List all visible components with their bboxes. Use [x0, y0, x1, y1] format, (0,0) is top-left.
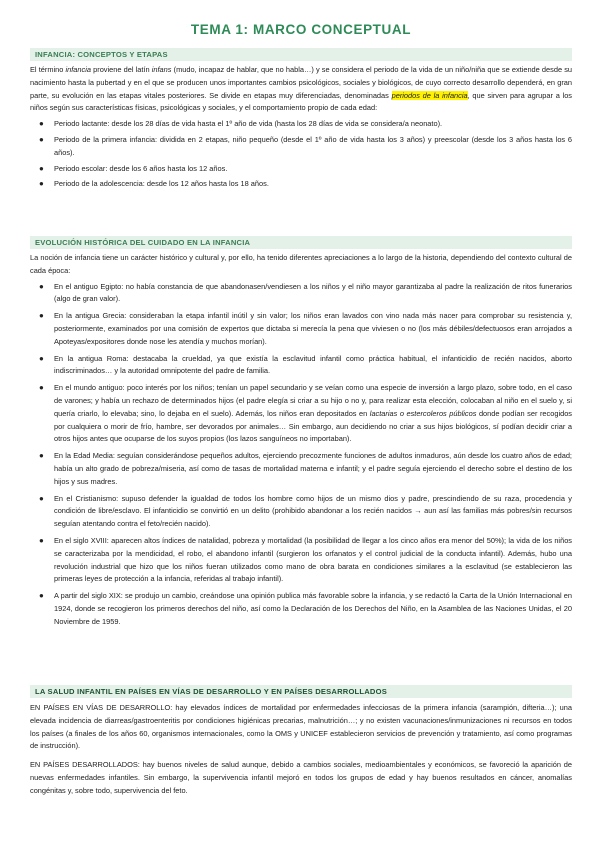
list-item: ● Periodo lactante: desde los 28 días de vida hasta el 1º año de vida (hasta los 28 días de vida se considera/a neonato).	[30, 118, 572, 131]
list-item: ● En el antiguo Egipto: no había constancia de que abandonasen/vendiesen a los niños y el niño mayor garantizaba al padre la realización de ritos funerarios (algo de gran valor).	[39, 281, 572, 304]
list-item: ● En el Cristianismo: supuso defender la igualdad de todos los hombre como hijos de un mismo dios y padre, prescindiendo de su raza, procedencia y condición de libre/esclavo. El infanticidio se convirtió en un delito (prohibido abandonar a los recién nacidos → aun así las familias más pobres/sin recursos seguían atentando contra el feto/recién nacido).	[39, 493, 572, 529]
list-item: ● En la Edad Media: seguían considerándose pequeños adultos, ejerciendo precozmente funciones de adultos inmaduros, aún desde los cuatro años de edad; había un alto grado de pobreza/miseria, así como de tasas de mortalidad materna e infantil; y el padre seguía ejerciendo el derecho sobre el destino de los hijos y sus madres.	[39, 451, 572, 486]
bullet-icon: ●	[39, 134, 44, 144]
page-title: TEMA 1: MARCO CONCEPTUAL	[190, 22, 412, 37]
intro-paragraph: La noción de infancia tiene un carácter histórico y cultural y, por ello, ha tenido diferentes apreciaciones a lo largo de la historia, dependiendo del contexto cultural de cada época:	[30, 253, 572, 275]
bullet-icon: ●	[39, 383, 44, 393]
document-page	[30, 0, 573, 795]
bullet-icon: ●	[39, 353, 44, 363]
bullet-icon: ●	[39, 179, 44, 189]
highlighted-term: periodos de la infancia	[391, 90, 468, 100]
list-item: ● En la antigua Grecia: consideraban la etapa infantil inútil y sin valor; los niños eran lavados con vino nada más nacer para comprobar su resistencia y, posteriormente, examinados por una comisión de expertos que dictaba si merecía la pena que viviesen o no (los más débiles/defectuosos eran arrojados a Apoteyas/expositores donde nose les atendía y muchos morían).	[39, 311, 572, 346]
bullet-icon: ●	[39, 119, 44, 129]
bullet-icon: ●	[39, 451, 44, 461]
section-evolucion	[30, 236, 572, 629]
list-item: ● En el siglo XVIII: aparecen altos índices de natalidad, pobreza y mortalidad (la posibilidad de llegar a los cinco años era menor del 50%); la vida de los niños se caracterizaba por la mendicidad, el robo, el abandono infantil (surgieron los orfanatos y el control judicial de la conducta infantil). Además, hubo una revolución industrial que hizo que los niños fueran utilizados como mano de obra barata en condiciones similares a la esclavitud (se establecieron las primeras leyes de protección a la infancia, referidas al trabajo infantil).	[39, 535, 572, 584]
list-item: ● Periodo de la primera infancia: dividida en 2 etapas, niño pequeño (desde el 1º año de vida hasta los 3 años) y preescolar (desde los 3 años hasta los 6 años).	[39, 134, 572, 157]
list-item: ● En el mundo antiguo: poco interés por los niños; tenían un papel secundario y se veían como una especie de inversión a largo plazo, sobre todo, en el caso de varones; y había un rechazo de determinados hijos (el padre elegía si criar a su hijo o no y, para realizar esta elección, colocaban al niño en el suelo y, si quería criarlo, lo elevaba; sino, lo dejaba en el suelo). Además, los niños eran depositados en lactarias o estercoleros públicos donde podían ser recogidos por cualquiera o morir de frío, hambre, ser devorados por animales… Sin embargo, aun decidiendo no criar a sus hijos biológicos, sí podían decidir criar a otros hijos antes que ocuparse de los suyos propios (los lazos sanguíneos no importaban).	[39, 383, 573, 444]
section-heading: LA SALUD INFANTIL EN PAÍSES EN VÍAS DE DESARROLLO Y EN PAÍSES DESARROLLADOS	[30, 685, 572, 698]
bullet-icon: ●	[39, 311, 44, 321]
bullet-icon: ●	[39, 535, 44, 545]
list-item: ● A partir del siglo XIX: se produjo un cambio, creándose una opinión publica más favorable sobre la infancia, y se redactó la Carta de la Unión Internacional en 1924, donde se recogieron los primeros derechos del niño, así como la Declaración de los Derechos del Niño, en la Asamblea de las Naciones Unidas, el 20 Noviembre de 1959.	[39, 591, 572, 626]
stages-list	[30, 118, 572, 191]
developed-countries-paragraph: EN PAÍSES DESARROLLADOS: hay buenos niveles de salud aunque, debido a cambios sociales, medioambientales y económicos, se favoreció la aparición de nuevas enfermedades infantiles. Sin embargo, la supervivencia infantil mejoró en todos los grupos de edad y hay buenos resultados en cáncer, anomalías congénitas y, sobre todo, supervivencia del feto.	[30, 760, 572, 795]
bullet-icon: ●	[39, 493, 44, 503]
bullet-icon: ●	[39, 163, 44, 173]
history-list	[30, 281, 572, 629]
list-item: ● Periodo de la adolescencia: desde los 12 años hasta los 18 años.	[30, 178, 572, 191]
list-item: ● En la antigua Roma: destacaba la crueldad, ya que existía la esclavitud infantil como práctica habitual, el infanticidio de recién nacidos, aborto indiscriminados… y la autoridad omnipotente del padre de familia.	[39, 353, 572, 376]
bullet-icon: ●	[39, 591, 44, 601]
developing-countries-paragraph: EN PAÍSES EN VÍAS DE DESARROLLO: hay elevados índices de mortalidad por enfermedades infecciosas de la primera infancia (sarampión, difteria…); una elevada incidencia de diarreas/gastroenteritis por condiciones higiénicas precarias, malnutrición…; y no existen vacunaciones/inmunizaciones ni recursos en todos los países (a finales de los años 60, organismos internacionales, como la OMS y UNICEF establecieron servicios de prevención y tratamiento, así como programas de instrucción).	[30, 703, 572, 751]
list-item: ● Periodo escolar: desde los 6 años hasta los 12 años.	[30, 163, 572, 176]
section-infancia	[30, 48, 572, 191]
section-heading: INFANCIA: CONCEPTOS Y ETAPAS	[30, 48, 572, 61]
section-salud-infantil	[30, 685, 572, 798]
section-heading: EVOLUCIÓN HISTÓRICA DEL CUIDADO EN LA INFANCIA	[30, 236, 572, 249]
bullet-icon: ●	[39, 281, 44, 291]
intro-paragraph: El término infancia proviene del latín infans (mudo, incapaz de hablar, que no habla…) y se considera el periodo de la vida de un niño/niña que se extiende desde su nacimiento hasta la pubertad y en el que se producen unos importantes cambios psicológicos, sociales y biológicos, de cuyo correcto desarrollo dependerá, en gran parte, su evolución en las etapas vitales posteriores. Se divide en etapas muy diferenciadas, denominadas periodos de la infancia, que sirven para agrupar a los niños según sus características físicas, psicológicas y sociales, y el comportamiento propio de cada edad:	[30, 65, 572, 113]
